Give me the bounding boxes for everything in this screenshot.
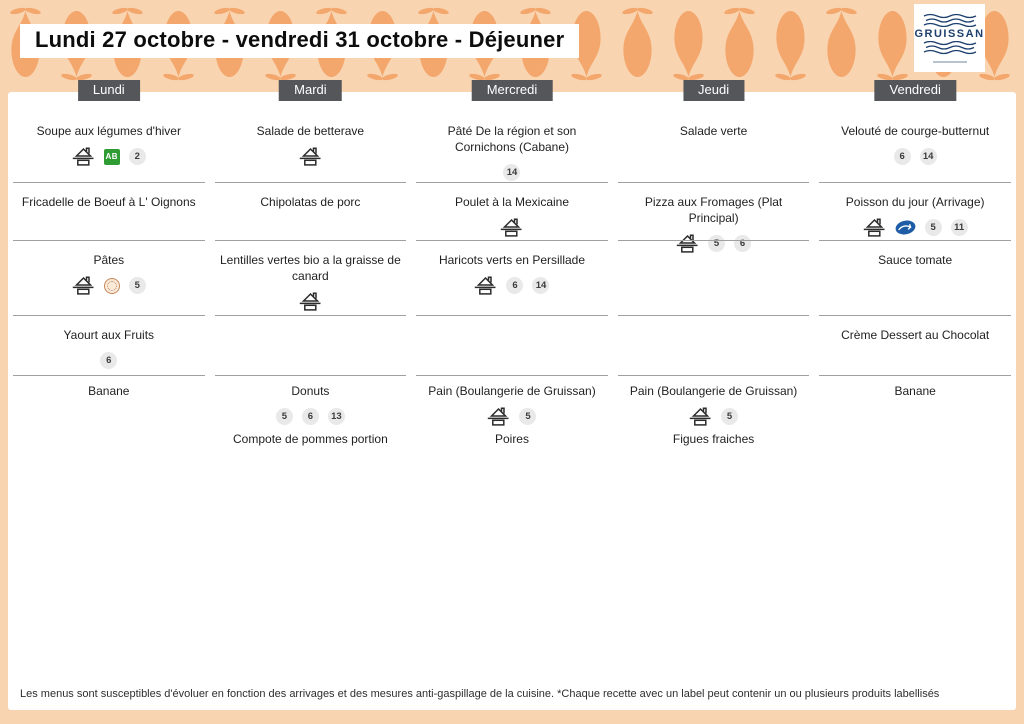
label-and-allergen-row — [299, 147, 322, 167]
menu-cell — [411, 430, 613, 464]
label-and-allergen-row — [100, 351, 117, 371]
dish-name: Lentilles vertes bio a la graisse de canard — [220, 253, 401, 283]
dish-name: Chipolatas de porc — [260, 195, 361, 209]
day-column-jeudi — [613, 82, 815, 464]
label-and-allergen-row — [894, 147, 937, 167]
dish-name: Soupe aux légumes d'hiver — [36, 124, 181, 138]
day-column-mercredi — [411, 82, 613, 464]
day-header-mardi: Mardi — [279, 80, 342, 101]
day-header-vendredi: Vendredi — [875, 80, 956, 101]
menu-cell — [613, 183, 815, 249]
fait-maison-icon — [72, 275, 95, 296]
menu-cell — [814, 112, 1016, 183]
fait-maison-icon — [72, 146, 95, 167]
menu-cell — [210, 241, 412, 316]
menu-cell — [814, 376, 1016, 430]
menu-cell — [8, 183, 210, 241]
dish-name: Poires — [494, 432, 529, 446]
footer-note: Les menus sont susceptibles d'évoluer en fonction des arrivages et des mesures anti-gaspillage de la cuisine. *Chaque recette avec un label peut contenir un ou plusieurs produits labellisés — [20, 688, 940, 700]
label-and-allergen-row — [500, 218, 523, 238]
allergen-badge: 5 — [925, 219, 942, 236]
dish-name: Haricots verts en Persillade — [438, 253, 586, 267]
allergen-badge: 5 — [519, 408, 536, 425]
allergen-badge: 6 — [734, 235, 751, 252]
day-header-lundi: Lundi — [78, 80, 140, 101]
dish-name: Yaourt aux Fruits — [63, 328, 155, 342]
menu-cell — [411, 376, 613, 430]
gruissan-logo — [914, 4, 985, 72]
fait-maison-icon — [500, 217, 523, 238]
dish-name: Banane — [894, 384, 936, 398]
dish-name: Compote de pommes portion — [233, 432, 388, 446]
day-column-lundi — [8, 82, 210, 464]
fait-maison-icon — [863, 217, 886, 238]
menu-cell — [411, 241, 613, 316]
allergen-badge: 13 — [328, 408, 345, 425]
dish-name: Pain (Boulangerie de Gruissan) — [629, 384, 798, 398]
label-and-allergen-row — [503, 162, 520, 182]
menu-cell — [613, 241, 815, 316]
allergen-badge: 2 — [129, 148, 146, 165]
allergen-badge: 6 — [506, 277, 523, 294]
page-title: Lundi 27 octobre - vendredi 31 octobre - Déjeuner — [35, 27, 565, 52]
menu-cell — [8, 112, 210, 183]
menu-cell — [814, 316, 1016, 376]
dish-name: Sauce tomate — [878, 253, 953, 267]
menu-cell — [210, 183, 412, 241]
menu-cell — [8, 430, 210, 464]
dish-name: Poulet à la Mexicaine — [454, 195, 570, 209]
menu-cell — [411, 112, 613, 183]
dish-name: Salade verte — [679, 124, 748, 138]
menu-columns — [8, 82, 1016, 464]
menu-cell — [210, 376, 412, 430]
menu-cell — [210, 316, 412, 376]
menu-cell — [411, 316, 613, 376]
fait-maison-icon — [487, 406, 510, 427]
menu-cell — [613, 112, 815, 183]
dish-name: Salade de betterave — [256, 124, 365, 138]
logo-waves-top-icon — [923, 13, 977, 27]
dish-name: Pizza aux Fromages (Plat Principal) — [644, 195, 783, 225]
fait-maison-icon — [299, 146, 322, 167]
dish-name: Poisson du jour (Arrivage) — [845, 195, 985, 209]
dish-name: Pâté De la région et son Cornichons (Cabane) — [447, 124, 577, 154]
day-header-mercredi: Mercredi — [472, 80, 553, 101]
dish-name: Donuts — [291, 384, 330, 398]
day-column-vendredi — [814, 82, 1016, 464]
dish-name: Velouté de courge-butternut — [841, 124, 990, 138]
label-and-allergen-row — [487, 407, 536, 427]
allergen-badge: 14 — [503, 164, 520, 181]
label-and-allergen-row — [474, 276, 549, 296]
label-and-allergen-row — [72, 276, 146, 296]
menu-cell — [210, 112, 412, 183]
label-and-allergen-row — [863, 218, 968, 238]
fait-maison-icon — [474, 275, 497, 296]
allergen-badge: 6 — [894, 148, 911, 165]
dish-name: Fricadelle de Boeuf à L' Oignons — [21, 195, 196, 209]
day-header-jeudi: Jeudi — [683, 80, 744, 101]
dish-name: Crème Dessert au Chocolat — [841, 328, 990, 342]
allergen-badge: 6 — [302, 408, 319, 425]
menu-cell — [8, 376, 210, 430]
label-and-allergen-row — [276, 407, 345, 427]
menu-cell — [8, 316, 210, 376]
label-and-allergen-row — [689, 407, 738, 427]
logo-fine-print — [933, 61, 967, 63]
allergen-badge: 14 — [532, 277, 549, 294]
dish-name: Banane — [88, 384, 130, 398]
menu-cell — [613, 376, 815, 430]
dish-name: Pâtes — [93, 253, 125, 267]
agriculture-biologique-icon: AB — [104, 149, 120, 165]
allergen-badge: 5 — [708, 235, 725, 252]
menu-cell — [814, 241, 1016, 316]
day-column-mardi — [210, 82, 412, 464]
allergen-badge: 11 — [951, 219, 968, 236]
allergen-badge: 6 — [100, 352, 117, 369]
fait-maison-icon — [689, 406, 712, 427]
local-product-stamp-icon — [104, 278, 120, 294]
menu-cell — [613, 430, 815, 464]
allergen-badge: 5 — [276, 408, 293, 425]
allergen-badge: 5 — [721, 408, 738, 425]
allergen-badge: 5 — [129, 277, 146, 294]
allergen-badge: 14 — [920, 148, 937, 165]
title-bar — [20, 24, 579, 58]
menu-cell — [8, 241, 210, 316]
label-and-allergen-row — [72, 147, 146, 167]
sustainable-fish-label-icon — [895, 220, 916, 235]
dish-name: Figues fraiches — [672, 432, 755, 446]
menu-cell — [814, 430, 1016, 464]
fait-maison-icon — [299, 291, 322, 312]
label-and-allergen-row — [299, 291, 322, 311]
menu-cell — [411, 183, 613, 241]
menu-cell — [814, 183, 1016, 241]
dish-name: Pain (Boulangerie de Gruissan) — [428, 384, 596, 398]
menu-card — [8, 82, 1016, 710]
logo-waves-bottom-icon — [923, 41, 977, 55]
logo-wordmark: GRUISSAN — [914, 28, 985, 40]
menu-cell — [613, 316, 815, 376]
menu-cell — [210, 430, 412, 464]
